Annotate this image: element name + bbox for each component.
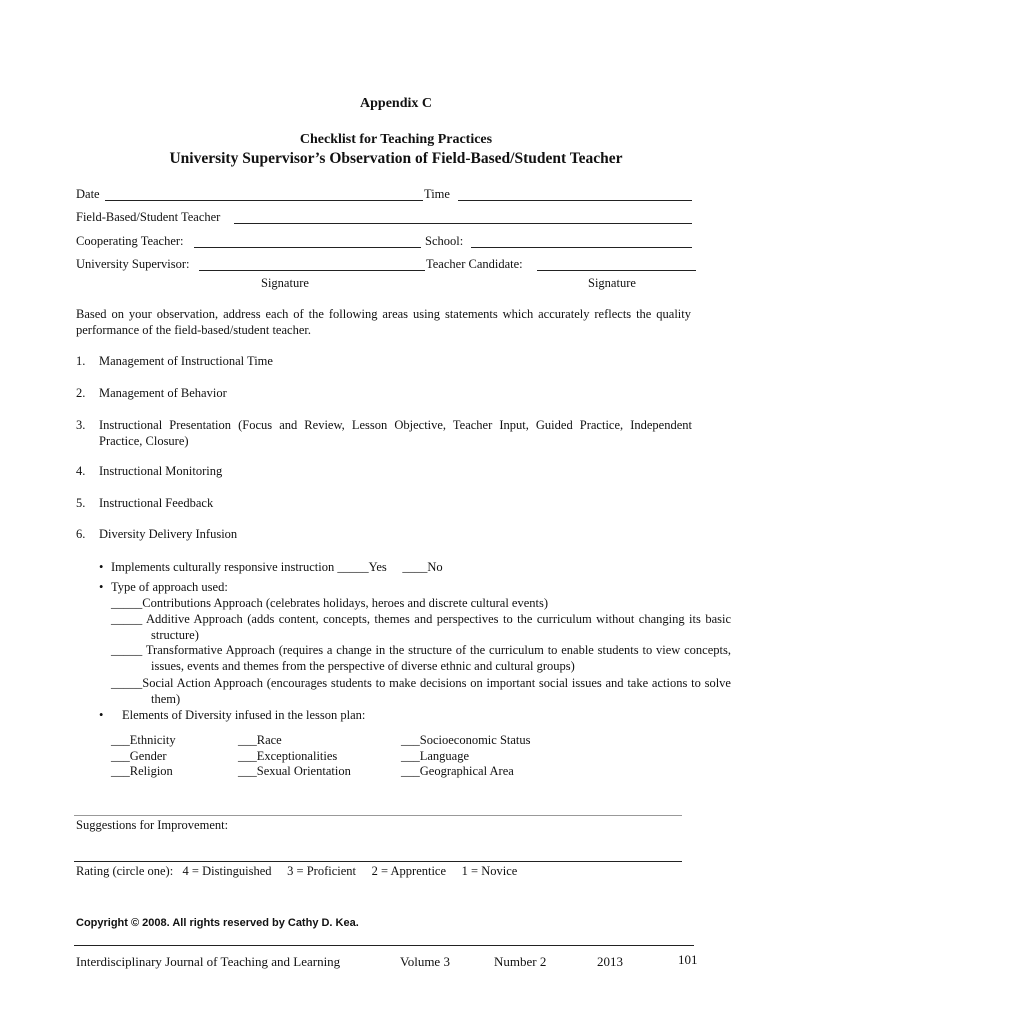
element-ethnicity: ___Ethnicity [111, 733, 176, 747]
culturally-responsive-line: Implements culturally responsive instruction _____Yes ____No [111, 560, 443, 574]
rating-line: Rating (circle one): 4 = Distinguished 3 = Proficient 2 = Apprentice 1 = Novice [76, 864, 518, 878]
element-exceptionalities: ___Exceptionalities [238, 749, 338, 763]
suggestions-field[interactable] [74, 861, 682, 862]
approach-additive: _____ Additive Approach (adds content, concepts, themes and perspectives to the curriculum without changing its basic structure) [111, 612, 731, 642]
divider [74, 815, 682, 816]
school-field[interactable] [471, 247, 692, 248]
item-text: Management of Instructional Time [99, 354, 273, 368]
cooperating-teacher-label: Cooperating Teacher: [76, 234, 184, 248]
approach-type-label: Type of approach used: [111, 580, 228, 594]
element-sexual-orientation: ___Sexual Orientation [238, 764, 351, 778]
appendix-label: Appendix C [360, 96, 432, 111]
item-number: 6. [76, 527, 86, 541]
element-race: ___Race [238, 733, 282, 747]
suggestions-label: Suggestions for Improvement: [76, 818, 229, 832]
supervisor-signature-field[interactable] [199, 270, 425, 271]
student-teacher-label: Field-Based/Student Teacher [76, 210, 221, 224]
journal-name: Interdisciplinary Journal of Teaching and Learning [76, 954, 341, 969]
element-socioeconomic: ___Socioeconomic Status [401, 733, 531, 747]
journal-volume: Volume 3 [400, 954, 450, 969]
item-number: 1. [76, 354, 86, 368]
item-text: Diversity Delivery Infusion [99, 527, 238, 541]
approach-contributions: _____Contributions Approach (celebrates holidays, heroes and discrete cultural events) [111, 596, 549, 610]
item-number: 3. [76, 418, 86, 432]
item-number: 2. [76, 386, 86, 400]
candidate-signature-field[interactable] [537, 270, 696, 271]
element-gender: ___Gender [111, 749, 167, 763]
journal-number: Number 2 [494, 954, 547, 969]
signature-caption-left: Signature [261, 276, 309, 290]
cooperating-teacher-field[interactable] [194, 247, 421, 248]
form-title: University Supervisor’s Observation of Field-Based/Student Teacher [169, 150, 623, 167]
bullet-icon: • [99, 708, 104, 722]
time-label: Time [424, 187, 450, 201]
page-number: 101 [678, 952, 698, 967]
student-teacher-field[interactable] [234, 223, 692, 224]
intro-paragraph: Based on your observation, address each of the following areas using statements which accurately reflects the quality performance of the field-based/student teacher. [76, 307, 691, 337]
element-religion: ___Religion [111, 764, 173, 778]
item-text: Management of Behavior [99, 386, 227, 400]
school-label: School: [425, 234, 464, 248]
time-field[interactable] [458, 200, 692, 201]
bullet-icon: • [99, 560, 104, 574]
element-geographical: ___Geographical Area [401, 764, 514, 778]
bullet-icon: • [99, 580, 104, 594]
element-language: ___Language [401, 749, 470, 763]
item-text: Instructional Feedback [99, 496, 214, 510]
item-text: Instructional Presentation (Focus and Review, Lesson Objective, Teacher Input, Guided Practice, Independent Practice, Closure) [99, 418, 692, 448]
item-text: Instructional Monitoring [99, 464, 223, 478]
date-field[interactable] [105, 200, 423, 201]
approach-social-action: _____Social Action Approach (encourages students to make decisions on important social issues and take actions to solve them) [111, 676, 731, 706]
journal-year: 2013 [597, 954, 623, 969]
supervisor-label: University Supervisor: [76, 257, 190, 271]
item-number: 4. [76, 464, 86, 478]
signature-caption-right: Signature [588, 276, 636, 290]
elements-label: Elements of Diversity infused in the lesson plan: [122, 708, 366, 722]
approach-transformative: _____ Transformative Approach (requires a change in the structure of the curriculum to enable students to view concepts, issues, events and themes from the perspective of diverse ethnic and cultural groups) [111, 643, 731, 673]
footer-rule [74, 945, 694, 946]
checklist-title: Checklist for Teaching Practices [299, 132, 493, 147]
candidate-label: Teacher Candidate: [426, 257, 523, 271]
copyright-notice: Copyright © 2008. All rights reserved by Cathy D. Kea. [76, 917, 359, 929]
date-label: Date [76, 187, 100, 201]
item-number: 5. [76, 496, 86, 510]
